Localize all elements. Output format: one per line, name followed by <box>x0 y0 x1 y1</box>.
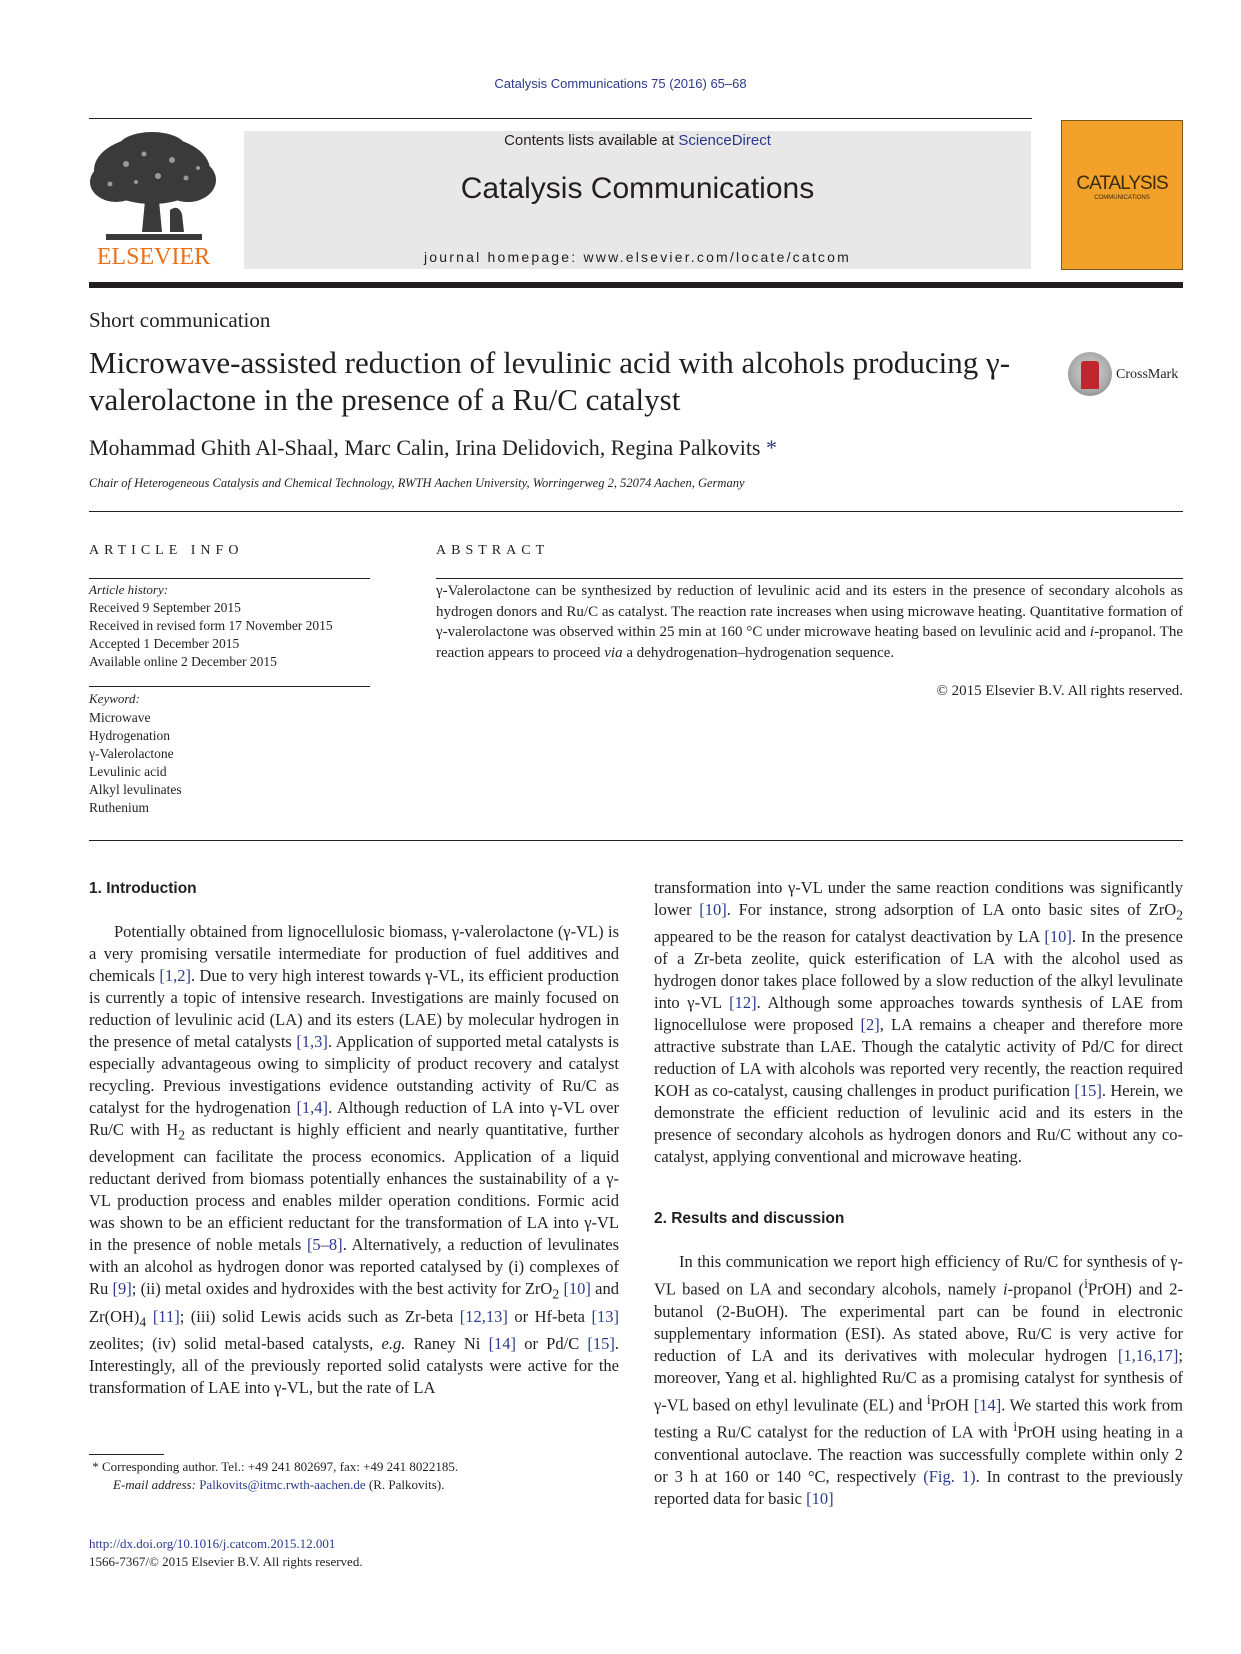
text: ; (ii) metal oxides and hydroxides with the best activity for ZrO <box>131 1279 553 1299</box>
abstract-part: a dehydrogenation–hydrogenation sequence. <box>622 644 895 661</box>
keyword-item: Ruthenium <box>89 800 149 815</box>
text: . For instance, strong adsorption of LA onto basic sites of ZrO <box>726 900 1177 919</box>
citation-link[interactable]: [1,3] <box>296 1032 328 1051</box>
abstract-italic: via <box>604 644 623 661</box>
text: zeolites; (iv) solid metal-based catalysts, <box>89 1333 382 1353</box>
text: . We started this work from testing a Ru/C catalyst for the reduction of LA with <box>654 1395 1183 1442</box>
journal-cover-thumbnail[interactable] <box>1061 120 1183 270</box>
keyword-label: Keyword: <box>89 691 140 706</box>
abstract-heading: ABSTRACT <box>436 543 550 558</box>
text: transformation into γ-VL under the same reaction conditions was significantly lower <box>654 878 1183 919</box>
email-link[interactable]: Palkovits@itmc.rwth-aachen.de <box>199 1477 366 1492</box>
affiliation: Chair of Heterogeneous Catalysis and Chemical Technology, RWTH Aachen University, Worringerweg 2, 52074 Aachen, Germany <box>89 476 745 490</box>
italic-text: i <box>1003 1279 1008 1299</box>
citation-link[interactable]: [15] <box>1074 1081 1102 1101</box>
citation-link[interactable]: [10] <box>806 1488 834 1508</box>
citation-link[interactable]: [1,4] <box>296 1098 329 1117</box>
text: In this communication we report high efficiency of Ru/C for synthesis of γ-VL based on LA and secondary alcohols, namely <box>654 1252 1183 1299</box>
citation-link[interactable]: [10] <box>1044 927 1072 947</box>
text: Raney Ni <box>405 1333 489 1353</box>
superscript: i <box>1013 1419 1018 1434</box>
text: . Herein, we demonstrate the efficient reduction of levulinic acid and its esters in the presence of secondary alcohols as hydrogen donors and Ru/C without any co-catalyst, applying conventional and microwave heating. <box>654 1081 1183 1167</box>
superscript: i <box>926 1391 931 1407</box>
results-column <box>654 1251 1183 1510</box>
history-received: Received 9 September 2015 <box>89 600 241 615</box>
text: . Although some approaches towards synthesis of LAE from lignocellulose were proposed <box>654 993 1183 1035</box>
article-title: Microwave-assisted reduction of levulinic acid with alcohols producing γ-valerolactone in the presence of a Ru/C catalyst <box>89 345 1011 417</box>
text: . Alternatively, a reduction of levulinates with an alcohol as hydrogen donor was reported catalysed by (i) complexes of Ru <box>89 1235 619 1299</box>
article-info-rule <box>89 578 370 579</box>
figure-link[interactable]: (Fig. 1) <box>923 1466 976 1486</box>
title-rule <box>89 511 1183 512</box>
body-column-left <box>89 921 619 1399</box>
doi-link[interactable]: http://dx.doi.org/10.1016/j.catcom.2015.12.001 <box>89 1536 336 1551</box>
contents-availability <box>244 132 1031 149</box>
text: Potentially obtained from lignocellulosic biomass, γ-valerolactone (γ-VL) is a very promising versatile intermediate for production of fuel additives and chemicals <box>89 922 619 985</box>
homepage-prefix: journal homepage: <box>424 249 584 265</box>
header-thick-rule <box>89 282 1183 288</box>
citation-link[interactable]: [1,16,17] <box>1117 1345 1179 1365</box>
text: as reductant is highly efficient and nearly quantitative, further development can facilitate the process economics. Application of a liquid reductant derived from biomass potentially enhances the sustainability of a γ-VL production process and enables milder operation conditions. Formic acid was shown to be an efficient reductant for the transformation of LA into γ-VL in the presence of noble metals <box>89 1120 619 1255</box>
citation-link[interactable]: [14] <box>488 1333 517 1353</box>
cover-title: CATALYSIS <box>1076 173 1168 194</box>
citation-link[interactable]: [2] <box>860 1015 880 1035</box>
text: -propanol ( <box>1007 1279 1085 1299</box>
footnote-marker: * <box>92 1459 99 1474</box>
text: ; moreover, Yang et al. highlighted Ru/C as a promising catalyst for synthesis of γ-VL based on ethyl levulinate (EL) and <box>654 1345 1183 1414</box>
journal-homepage <box>244 249 1031 265</box>
header-top-rule <box>89 118 1032 119</box>
history-list <box>89 599 333 671</box>
citation-link[interactable]: [1,2] <box>159 966 191 985</box>
citation-link[interactable]: [5–8] <box>306 1235 343 1255</box>
text: . In contrast to the previously reported data for basic <box>654 1466 1183 1508</box>
abstract-part: -propanol. The reaction appears to proceed <box>436 624 1183 661</box>
subscript: 2 <box>178 1127 186 1143</box>
text: ; (iii) solid Lewis acids such as Zr-beta <box>179 1306 460 1326</box>
text: PrOH) and 2-butanol (2-BuOH). The experimental part can be found in electronic supplementary information (ESI). As stated above, Ru/C is very active for reduction of LA and its derivatives with molecular hydrogen <box>654 1279 1183 1365</box>
homepage-link[interactable]: www.elsevier.com/locate/catcom <box>583 249 851 265</box>
journal-name: Catalysis Communications <box>460 172 815 205</box>
section-heading-results: 2. Results and discussion <box>654 1210 845 1227</box>
citation-link[interactable]: [15] <box>587 1333 615 1353</box>
corresponding-author-marker[interactable]: * <box>766 435 777 460</box>
text: . In the presence of a Zr-beta zeolite, quick esterification of LA with the alcohol used as hydrogen donor takes place followed by a slow reduction of the alkyl levulinate into γ-VL <box>654 927 1183 1013</box>
italic-text: e.g. <box>381 1333 406 1353</box>
history-accepted: Accepted 1 December 2015 <box>89 636 240 651</box>
text: . Interestingly, all of the previously reported solid catalysts were active for the transformation of LAE into γ-VL, but the rate of LA <box>89 1333 620 1397</box>
intro-paragraph <box>89 921 619 1399</box>
email-note <box>89 1476 619 1494</box>
history-label: Article history: <box>89 582 169 597</box>
abstract-rule <box>436 578 1183 579</box>
text: PrOH <box>930 1395 974 1414</box>
text: and Zr(OH) <box>89 1279 620 1326</box>
subscript: 4 <box>139 1313 147 1329</box>
abstract-copyright: © 2015 Elsevier B.V. All rights reserved. <box>936 683 1183 699</box>
citation-link[interactable]: [10] <box>563 1279 591 1299</box>
keyword-item: Alkyl levulinates <box>89 782 182 797</box>
cover-subtitle: COMMUNICATIONS <box>1094 195 1150 201</box>
elsevier-wordmark: ELSEVIER <box>96 244 211 270</box>
subscript: 2 <box>552 1286 560 1302</box>
crossmark-icon[interactable] <box>1068 352 1112 396</box>
contents-prefix: Contents lists available at <box>504 132 679 149</box>
citation-link[interactable]: [12,13] <box>459 1306 508 1326</box>
text: or Pd/C <box>516 1333 588 1353</box>
intro-paragraph-continued <box>654 877 1183 1168</box>
history-revised: Received in revised form 17 November 2015 <box>89 618 333 633</box>
article-info-heading: ARTICLE INFO <box>89 543 244 558</box>
superscript: i <box>1084 1276 1088 1291</box>
abstract-italic: i <box>1089 624 1095 640</box>
abstract-text <box>436 581 1183 663</box>
citation-link[interactable]: [13] <box>591 1306 620 1326</box>
footnote <box>89 1458 619 1494</box>
citation-link[interactable]: [11] <box>152 1306 180 1326</box>
keyword-item: Hydrogenation <box>89 728 170 743</box>
citation-link[interactable]: [14] <box>973 1395 1002 1414</box>
text: . Due to very high interest towards γ-VL, its efficient production is currently a topic of intensive research. Investigations are mainly focused on reduction of levulinic acid (LA) and its esters (LAE) by molecular hydrogen in the presence of metal catalysts <box>89 966 619 1051</box>
text: . Although reduction of LA into γ-VL over Ru/C with H <box>89 1098 619 1139</box>
crossmark-label[interactable]: CrossMark <box>1116 367 1179 382</box>
text: , LA remains a cheaper and therefore more attractive substrate than LAE. Though the catalytic activity of Pd/C for direct reduction of LA with alcohols was reported very recently, the reaction required KOH as co-catalyst, causing challenges in product purification <box>654 1015 1184 1101</box>
citation-link[interactable]: [12] <box>729 993 757 1013</box>
history-online: Available online 2 December 2015 <box>89 654 277 669</box>
email-suffix: (R. Palkovits). <box>365 1477 445 1492</box>
footnote-rule <box>89 1454 164 1455</box>
article-type: Short communication <box>89 308 271 332</box>
author-names: Mohammad Ghith Al-Shaal, Marc Calin, Irina Delidovich, Regina Palkovits <box>89 435 761 460</box>
text: appeared to be the reason for catalyst deactivation by LA <box>654 927 1045 947</box>
text: or Hf-beta <box>507 1306 592 1326</box>
sciencedirect-link[interactable]: ScienceDirect <box>678 132 771 149</box>
footnote-text: Corresponding author. Tel.: +49 241 802697, fax: +49 241 8022185. <box>98 1459 459 1474</box>
citation-link[interactable]: [10] <box>699 900 727 919</box>
text: PrOH using heating in a conventional autoclave. The reaction was successfully complete within only 2 or 3 h at 160 or 140 °C, respectively <box>654 1422 1184 1486</box>
journal-reference-link[interactable]: Catalysis Communications 75 (2016) 65–68 <box>494 76 747 91</box>
author-list <box>89 435 777 461</box>
issn-copyright: 1566-7367/© 2015 Elsevier B.V. All rights reserved. <box>89 1554 363 1569</box>
tree-icon <box>86 130 221 245</box>
subscript: 2 <box>1176 907 1183 923</box>
abstract-part: γ-Valerolactone can be synthesized by reduction of levulinic acid and its esters in the presence of secondary alcohols as hydrogen donors and Ru/C as catalyst. The reaction rate increases when using microwave heating. Quantitative formation of γ-valerolactone was observed within 25 min at 160 °C under microwave heating based on levulinic acid and <box>436 583 1183 640</box>
email-label: E-mail address: <box>113 1477 200 1492</box>
body-column-right <box>654 877 1183 1168</box>
corresponding-author-note <box>89 1458 619 1476</box>
keyword-item: Levulinic acid <box>89 764 167 779</box>
keyword-item: Microwave <box>89 710 151 725</box>
keyword-item: γ-Valerolactone <box>89 746 174 761</box>
text: . Application of supported metal catalysts is especially advantageous owing to simplicity of product recovery and catalyst recycling. Previous investigations evidence outstanding activity of Ru/C as catalyst for the hydrogenation <box>89 1032 620 1117</box>
citation-link[interactable]: [9] <box>112 1279 132 1299</box>
keyword-list <box>89 709 182 817</box>
abstract-bottom-rule <box>89 840 1183 841</box>
keyword-rule <box>89 686 370 687</box>
section-heading-introduction: 1. Introduction <box>89 880 197 897</box>
results-paragraph <box>654 1251 1183 1510</box>
crossmark-ribbon <box>1081 361 1099 389</box>
